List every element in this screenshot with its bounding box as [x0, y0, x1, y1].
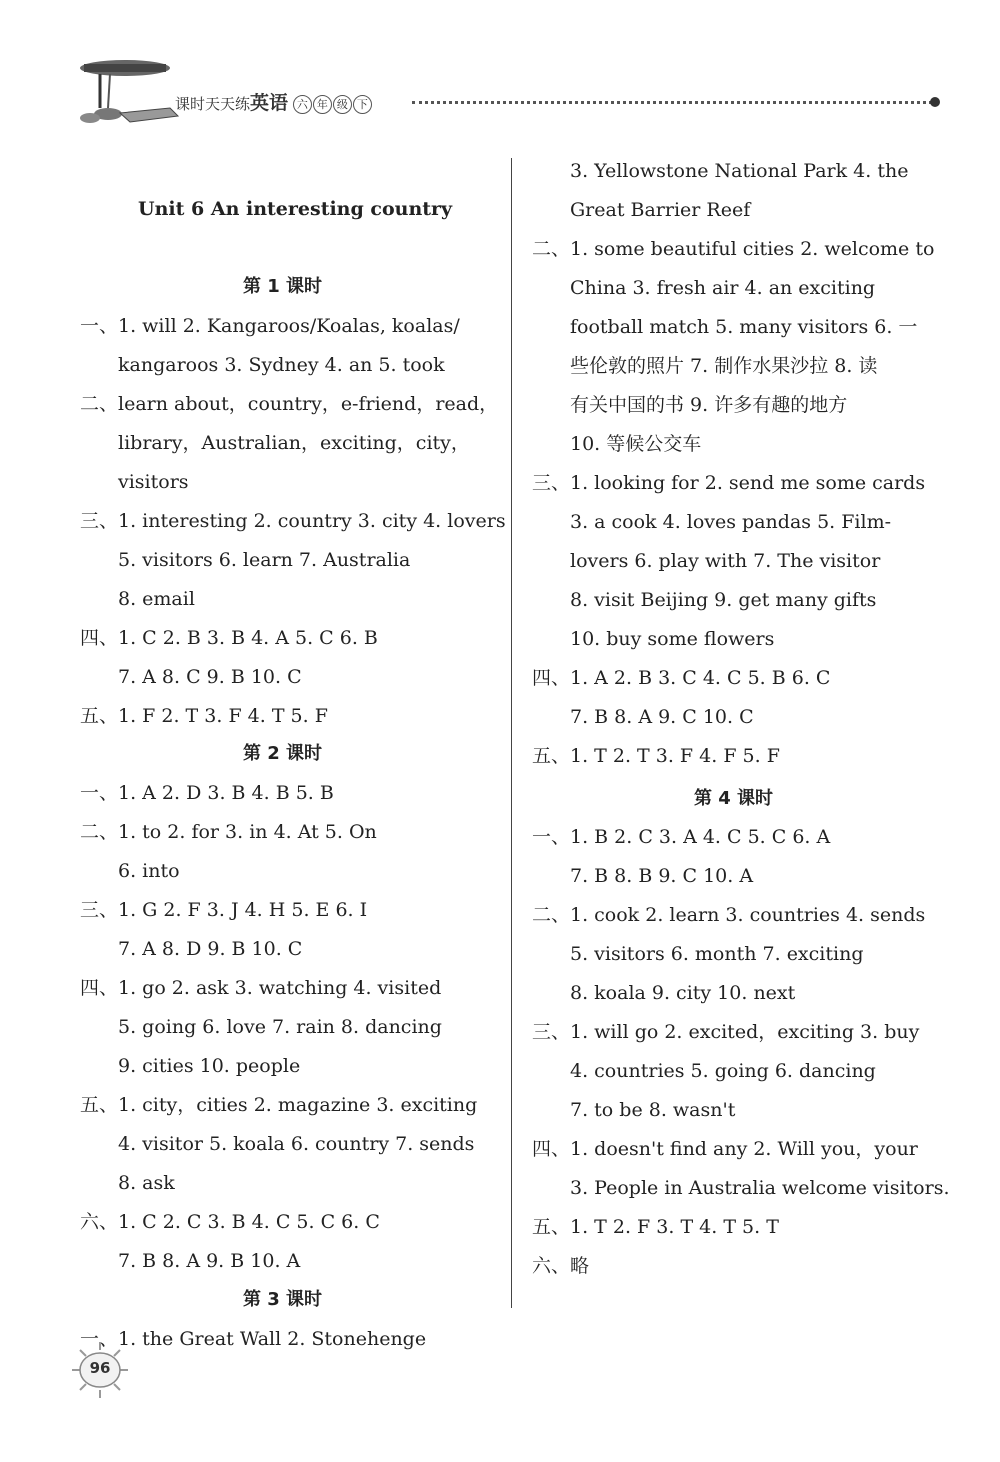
answer-line: 一、1. B 2. C 3. A 4. C 5. C 6. A	[532, 826, 831, 848]
answer-line: 7. B 8. B 9. C 10. A	[570, 865, 754, 887]
answer-line: Great Barrier Reef	[570, 199, 751, 221]
answer-line: 三、1. looking for 2. send me some cards	[532, 472, 926, 494]
answer-line: 7. A 8. D 9. B 10. C	[118, 938, 303, 960]
header-dotted-rule	[412, 101, 932, 104]
answer-line: 有关中国的书 9. 许多有趣的地方	[570, 394, 848, 416]
column-divider	[511, 158, 512, 1308]
answer-line: football match 5. many visitors 6. 一	[570, 316, 918, 338]
answer-line: 7. B 8. A 9. C 10. C	[570, 706, 754, 728]
answer-line: 三、1. interesting 2. country 3. city 4. lovers	[80, 510, 506, 532]
answer-line: 些伦敦的照片 7. 制作水果沙拉 8. 读	[570, 355, 878, 377]
desk-lamp-illustration	[70, 58, 180, 128]
lesson-heading: 第 4 课时	[694, 788, 774, 809]
answer-line: 3. People in Australia welcome visitors.	[570, 1177, 950, 1199]
answer-line: 三、1. G 2. F 3. J 4. H 5. E 6. I	[80, 899, 368, 921]
answer-line: lovers 6. play with 7. The visitor	[570, 550, 881, 572]
lesson-heading: 第 2 课时	[243, 743, 323, 764]
page-number: 96	[89, 1359, 111, 1377]
grade-char: 年	[313, 95, 332, 114]
answer-line: 8. ask	[118, 1172, 175, 1194]
answer-line: 五、1. T 2. T 3. F 4. F 5. F	[532, 745, 780, 767]
header-end-dot	[930, 97, 940, 107]
answer-line: 三、1. will go 2. excited，exciting 3. buy	[532, 1021, 920, 1043]
answer-line: 四、1. go 2. ask 3. watching 4. visited	[80, 977, 442, 999]
answer-line: library，Australian，exciting，city，	[118, 432, 470, 454]
answer-line: China 3. fresh air 4. an exciting	[570, 277, 876, 299]
answer-line: 五、1. T 2. F 3. T 4. T 5. T	[532, 1216, 779, 1238]
answer-line: 3. a cook 4. loves pandas 5. Film-	[570, 511, 892, 533]
answer-line: 6. into	[118, 860, 180, 882]
page-header	[0, 0, 1000, 140]
answer-line: 5. going 6. love 7. rain 8. dancing	[118, 1016, 442, 1038]
answer-line: 一、1. the Great Wall 2. Stonehenge	[80, 1328, 427, 1350]
answer-line: 7. B 8. A 9. B 10. A	[118, 1250, 301, 1272]
answer-line: kangaroos 3. Sydney 4. an 5. took	[118, 354, 445, 376]
answer-line: 一、1. A 2. D 3. B 4. B 5. B	[80, 782, 334, 804]
lesson-heading: 第 3 课时	[243, 1289, 323, 1310]
answer-line: 10. buy some flowers	[570, 628, 775, 650]
answer-line: 9. cities 10. people	[118, 1055, 301, 1077]
answer-line: 7. to be 8. wasn't	[570, 1099, 736, 1121]
grade-badges	[293, 95, 372, 114]
answer-line: 二、learn about，country，e-friend，read，	[80, 393, 499, 415]
grade-char: 级	[333, 95, 352, 114]
answer-line: 4. countries 5. going 6. dancing	[570, 1060, 876, 1082]
answer-line: 一、1. will 2. Kangaroos/Koalas, koalas/	[80, 315, 460, 337]
answer-line: visitors	[118, 471, 189, 493]
answer-line: 5. visitors 6. month 7. exciting	[570, 943, 864, 965]
grade-char: 下	[353, 95, 372, 114]
answer-line: 四、1. A 2. B 3. C 4. C 5. B 6. C	[532, 667, 831, 689]
book-title	[175, 88, 372, 115]
answer-line: 3. Yellowstone National Park 4. the	[570, 160, 909, 182]
answer-line: 7. A 8. C 9. B 10. C	[118, 666, 302, 688]
answer-line: 二、1. some beautiful cities 2. welcome to	[532, 238, 935, 260]
subject-name: 英语	[250, 92, 289, 114]
answer-line: 二、1. to 2. for 3. in 4. At 5. On	[80, 821, 377, 843]
grade-char: 六	[293, 95, 312, 114]
answer-line: 六、1. C 2. C 3. B 4. C 5. C 6. C	[80, 1211, 380, 1233]
answer-line: 5. visitors 6. learn 7. Australia	[118, 549, 411, 571]
answer-line: 五、1. F 2. T 3. F 4. T 5. F	[80, 705, 328, 727]
answer-line: 8. koala 9. city 10. next	[570, 982, 796, 1004]
answer-line: 六、略	[532, 1255, 590, 1277]
answer-line: 五、1. city，cities 2. magazine 3. exciting	[80, 1094, 478, 1116]
lesson-heading: 第 1 课时	[243, 276, 323, 297]
answer-line: 四、1. doesn't find any 2. Will you，your	[532, 1138, 918, 1160]
answer-line: 8. visit Beijing 9. get many gifts	[570, 589, 877, 611]
answer-line: 4. visitor 5. koala 6. country 7. sends	[118, 1133, 475, 1155]
unit-title: Unit 6 An interesting country	[138, 198, 453, 220]
answer-line: 10. 等候公交车	[570, 433, 702, 455]
answer-line: 四、1. C 2. B 3. B 4. A 5. C 6. B	[80, 627, 378, 649]
answer-line: 二、1. cook 2. learn 3. countries 4. sends	[532, 904, 926, 926]
series-name: 课时天天练	[175, 95, 251, 113]
answer-line: 8. email	[118, 588, 195, 610]
